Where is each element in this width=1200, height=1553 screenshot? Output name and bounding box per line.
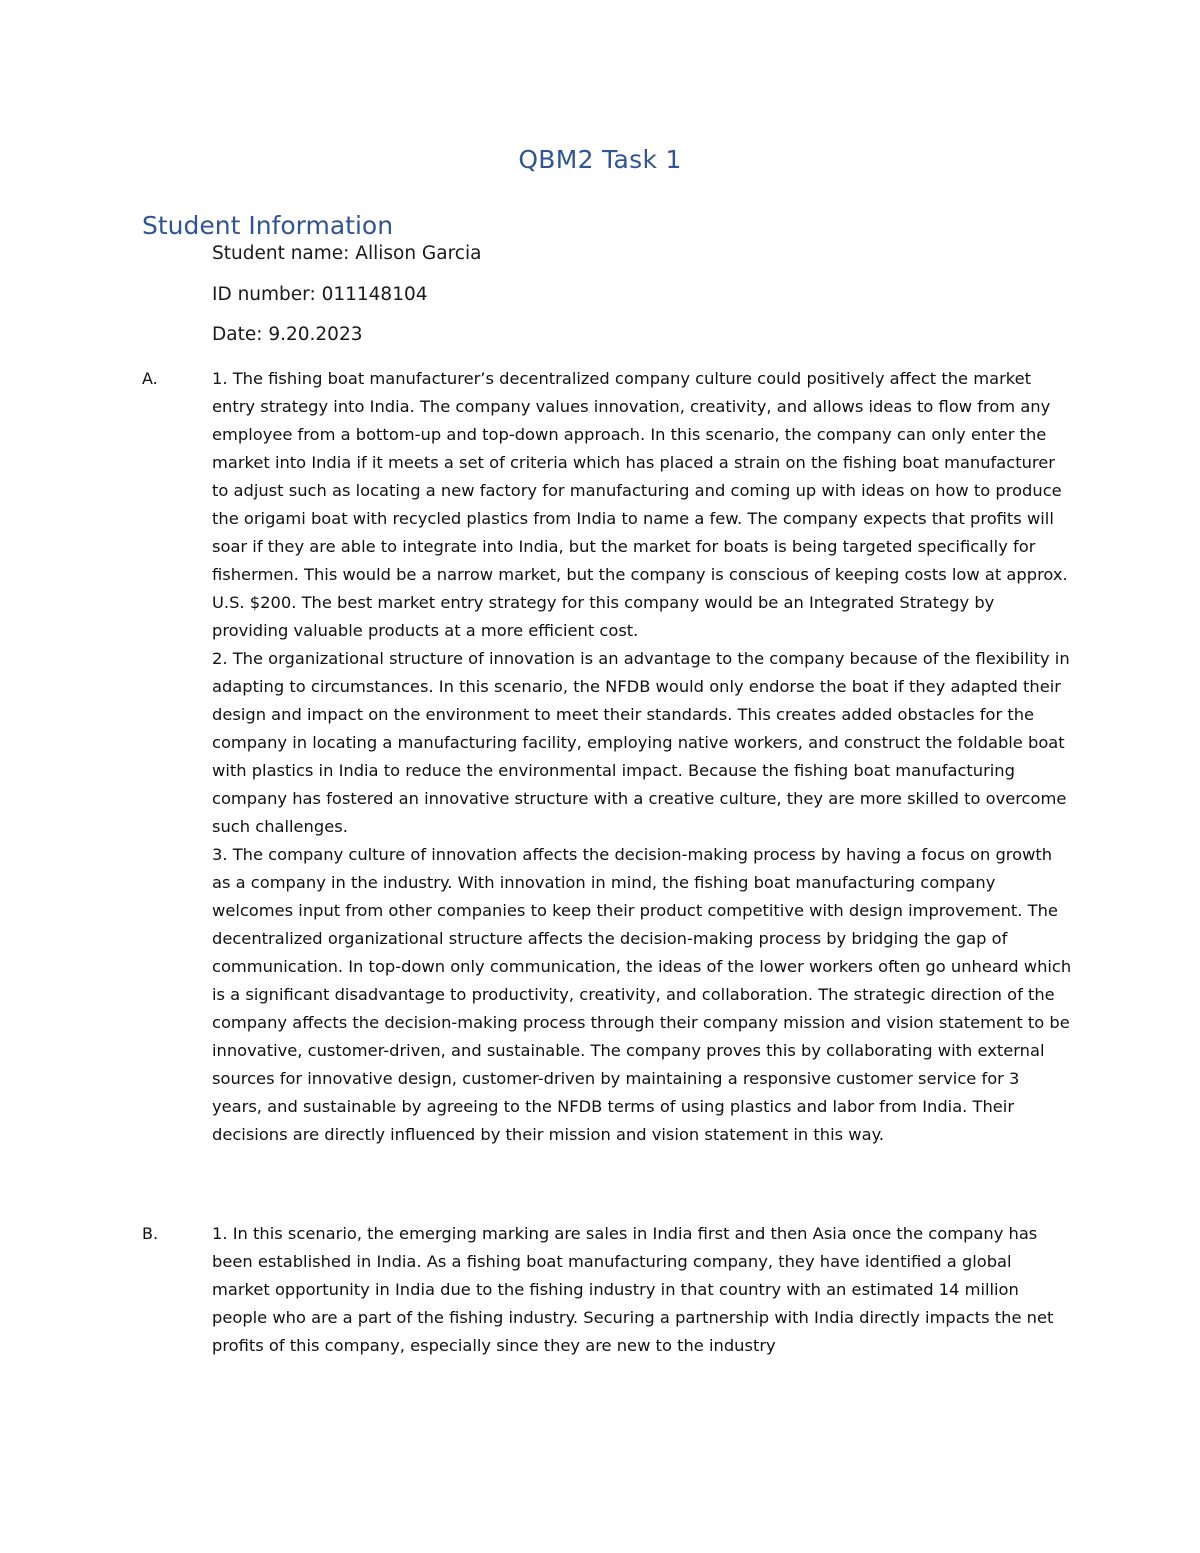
student-id-line: ID number: 011148104: [212, 284, 428, 305]
document-title: QBM2 Task 1: [518, 145, 682, 174]
date-line: Date: 9.20.2023: [212, 324, 363, 345]
section-a-paragraph-3: 3. The company culture of innovation affects the decision-making process by having a focus on growth as a company in the industry. With innovation in mind, the fishing boat manufacturing company welcomes input from other companies to keep their product competitive with design improvement. The decentralized organizational structure affects the decision-making process by bridging the gap of communication. In top-down only communication, the ideas of the lower workers often go unheard which is a significant disadvantage to productivity, creativity, and collaboration. The strategic direction of the company affects the decision-making process through their company mission and vision statement to be innovative, customer-driven, and sustainable. The company proves this by collaborating with external sources for innovative design, customer-driven by maintaining a responsive customer service for 3 years, and sustainable by agreeing to the NFDB terms of using plastics and labor from India. Their decisions are directly influenced by their mission and vision statement in this way.: [212, 845, 1072, 1144]
student-name-line: Student name: Allison Garcia: [212, 243, 482, 264]
section-b-paragraph-1: 1. In this scenario, the emerging marking are sales in India first and then Asia once the company has been established in India. As a fishing boat manufacturing company, they have identified a global market opportunity in India due to the fishing industry in that country with an estimated 14 million people who are a part of the fishing industry. Securing a partnership with India directly impacts the net profits of this company, especially since they are new to the industry: [212, 1224, 1054, 1355]
student-information-heading: Student Information: [142, 211, 394, 240]
section-a-paragraph-2: 2. The organizational structure of innovation is an advantage to the company because of the flexibility in adapting to circumstances. In this scenario, the NFDB would only endorse the boat if they adapted their design and impact on the environment to meet their standards. This creates added obstacles for the company in locating a manufacturing facility, employing native workers, and construct the foldable boat with plastics in India to reduce the environmental impact. Because the fishing boat manufacturing company has fostered an innovative structure with a creative culture, they are more skilled to overcome such challenges.: [212, 649, 1070, 836]
section-b-body: [212, 1220, 1072, 1360]
section-a-label: A.: [142, 369, 158, 388]
section-a-body: [212, 365, 1072, 1149]
section-b-label: B.: [142, 1224, 159, 1243]
section-a-paragraph-1: 1. The fishing boat manufacturer’s decentralized company culture could positively affect the market entry strategy into India. The company values innovation, creativity, and allows ideas to flow from any employee from a bottom-up and top-down approach. In this scenario, the company can only enter the market into India if it meets a set of criteria which has placed a strain on the fishing boat manufacturer to adjust such as locating a new factory for manufacturing and coming up with ideas on how to produce the origami boat with recycled plastics from India to name a few. The company expects that profits will soar if they are able to integrate into India, but the market for boats is being targeted specifically for fishermen. This would be a narrow market, but the company is conscious of keeping costs low at approx. U.S. $200. The best market entry strategy for this company would be an Integrated Strategy by providing valuable products at a more efficient cost.: [212, 369, 1068, 640]
